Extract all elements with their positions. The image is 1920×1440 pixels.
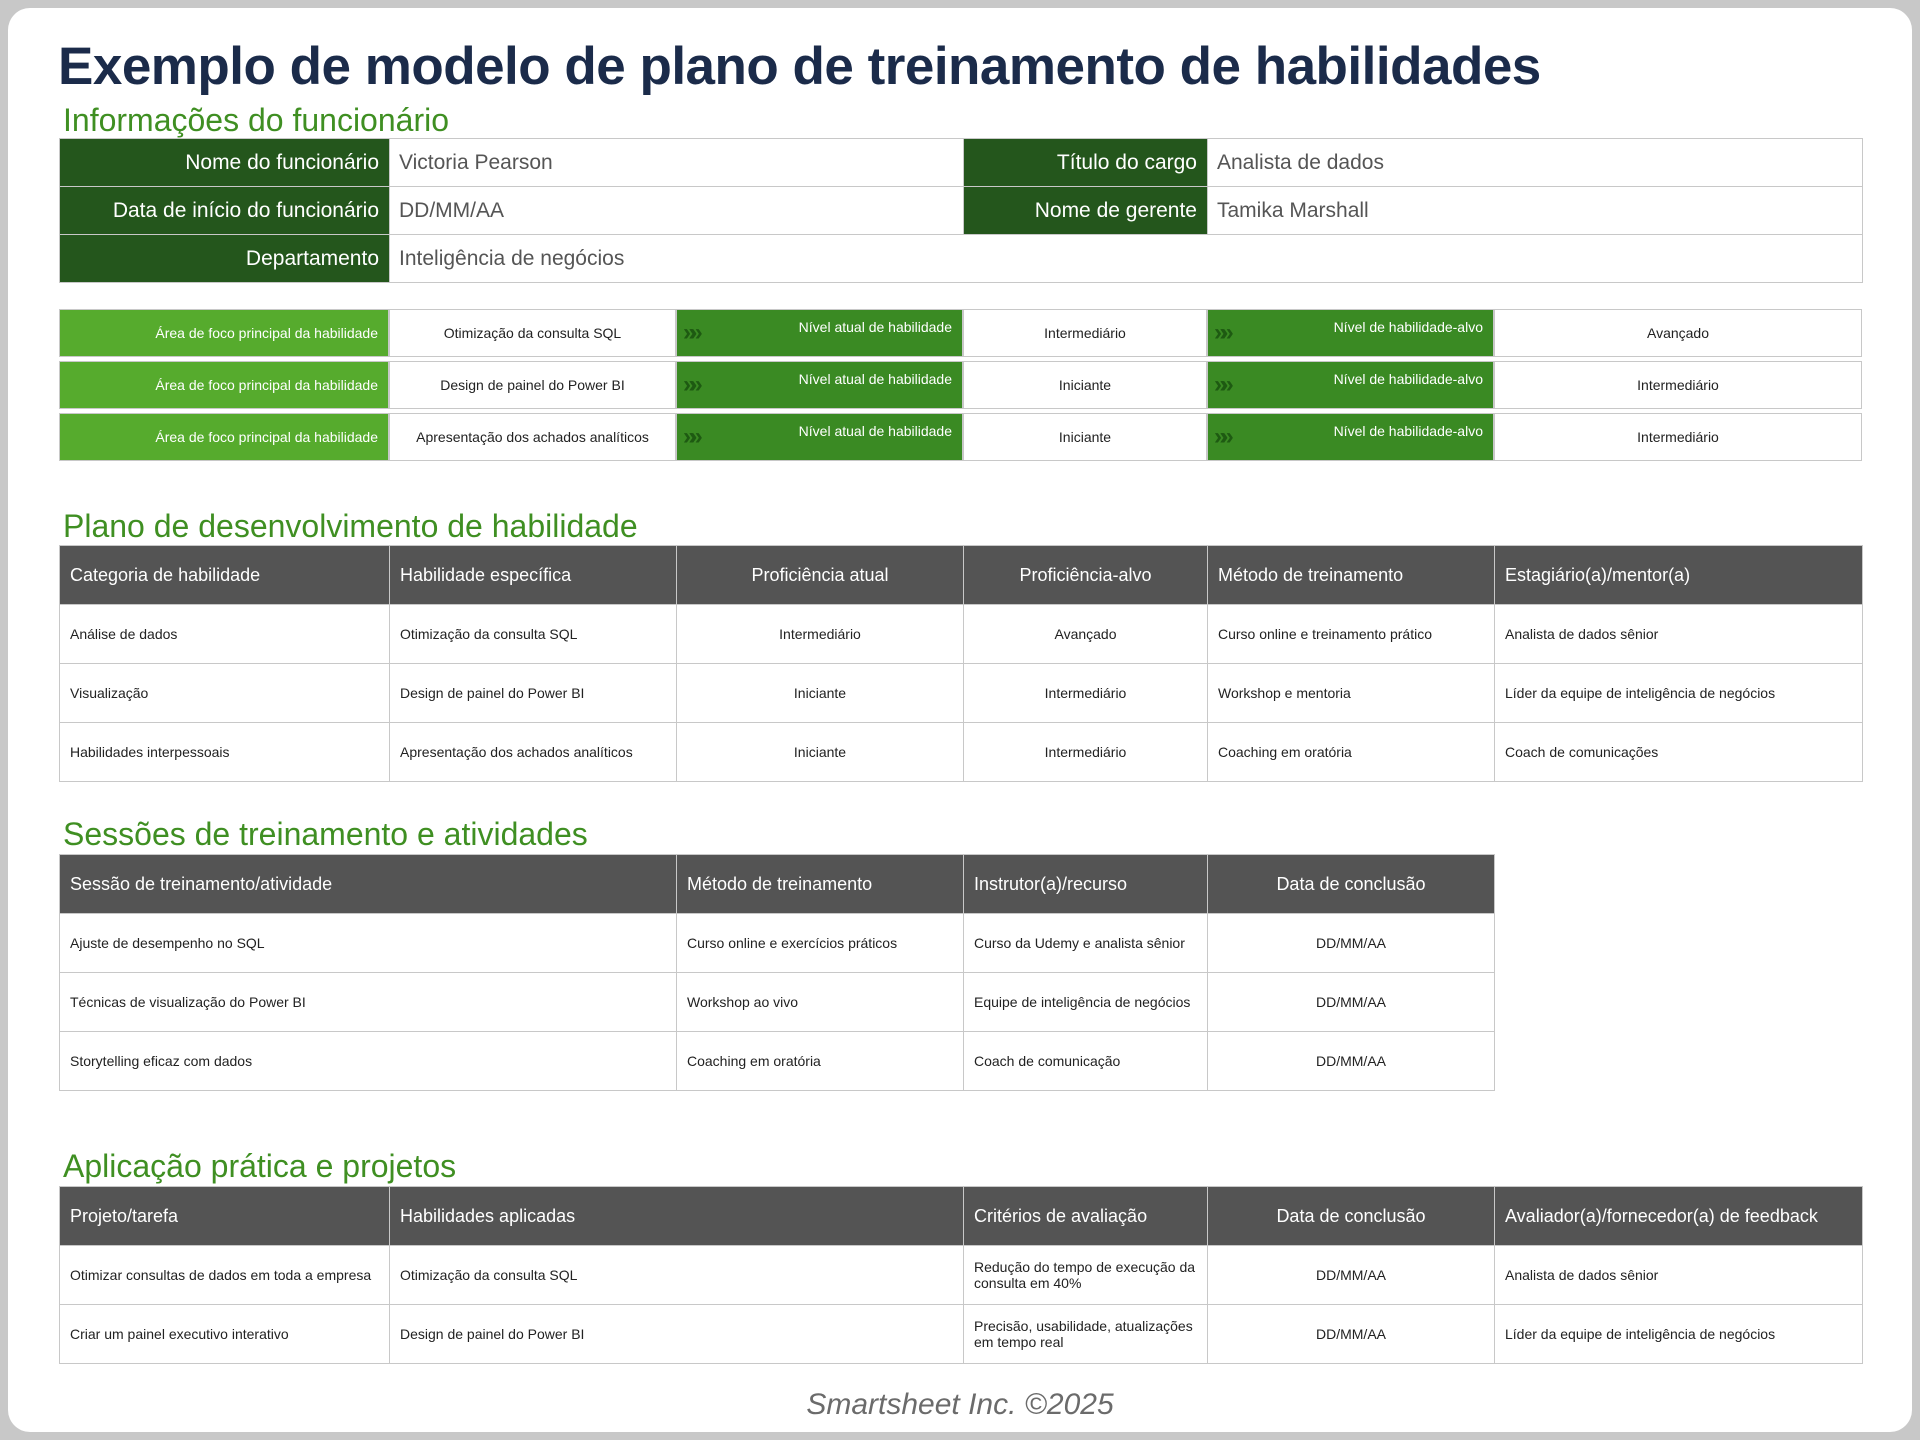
table-cell[interactable]: Visualização xyxy=(60,664,390,723)
table-row xyxy=(60,664,1863,723)
employee-section-heading: Informações do funcionário xyxy=(63,102,449,138)
table-cell[interactable]: Workshop e mentoria xyxy=(1208,664,1495,723)
table-cell[interactable]: Design de painel do Power BI xyxy=(390,1305,964,1364)
focus-area-label: Área de foco principal da habilidade xyxy=(59,309,389,357)
table-cell[interactable]: Analista de dados sênior xyxy=(1495,1246,1863,1305)
start-date-label: Data de início do funcionário xyxy=(60,187,390,235)
column-header: Projeto/tarefa xyxy=(60,1187,390,1246)
table-cell[interactable]: Analista de dados sênior xyxy=(1495,605,1863,664)
table-cell[interactable]: Iniciante xyxy=(677,723,964,782)
chevron-right-icon: »» xyxy=(1214,371,1227,398)
table-row xyxy=(60,235,1863,283)
employee-name-label: Nome do funcionário xyxy=(60,139,390,187)
column-header: Data de conclusão xyxy=(1208,855,1495,914)
table-cell[interactable]: Coaching em oratória xyxy=(1208,723,1495,782)
manager-name-label: Nome de gerente xyxy=(964,187,1208,235)
target-level-value[interactable]: Avançado xyxy=(1494,309,1862,357)
table-cell[interactable]: Redução do tempo de execução da consulta em 40% xyxy=(964,1246,1208,1305)
table-cell[interactable]: Habilidades interpessoais xyxy=(60,723,390,782)
column-header: Proficiência atual xyxy=(677,546,964,605)
department-label: Departamento xyxy=(60,235,390,283)
table-row xyxy=(60,1032,1495,1091)
target-level-value[interactable]: Intermediário xyxy=(1494,413,1862,461)
table-cell[interactable]: Ajuste de desempenho no SQL xyxy=(60,914,677,973)
table-cell[interactable]: Apresentação dos achados analíticos xyxy=(390,723,677,782)
projects-section-heading: Aplicação prática e projetos xyxy=(63,1148,457,1184)
table-cell[interactable]: DD/MM/AA xyxy=(1208,914,1495,973)
target-level-label: »» Nível de habilidade-alvo xyxy=(1207,413,1494,461)
department-field[interactable]: Inteligência de negócios xyxy=(390,235,1863,283)
table-row xyxy=(60,914,1495,973)
sessions-section-heading: Sessões de treinamento e atividades xyxy=(63,816,588,852)
column-header: Método de treinamento xyxy=(1208,546,1495,605)
focus-area-value[interactable]: Apresentação dos achados analíticos xyxy=(389,413,676,461)
table-row xyxy=(59,413,1862,461)
page xyxy=(8,8,1912,1432)
table-cell[interactable]: DD/MM/AA xyxy=(1208,973,1495,1032)
column-header: Habilidades aplicadas xyxy=(390,1187,964,1246)
focus-area-label: Área de foco principal da habilidade xyxy=(59,413,389,461)
table-cell[interactable]: Precisão, usabilidade, atualizações em tempo real xyxy=(964,1305,1208,1364)
current-level-label: »» Nível atual de habilidade xyxy=(676,413,963,461)
table-row xyxy=(60,1305,1863,1364)
projects-table xyxy=(59,1186,1863,1364)
table-cell[interactable]: Curso online e exercícios práticos xyxy=(677,914,964,973)
table-cell[interactable]: Coaching em oratória xyxy=(677,1032,964,1091)
table-cell[interactable]: Intermediário xyxy=(964,664,1208,723)
table-cell[interactable]: Iniciante xyxy=(677,664,964,723)
plan-section-heading: Plano de desenvolvimento de habilidade xyxy=(63,508,638,544)
table-cell[interactable]: Líder da equipe de inteligência de negócios xyxy=(1495,664,1863,723)
table-cell[interactable]: Líder da equipe de inteligência de negócios xyxy=(1495,1305,1863,1364)
column-header: Data de conclusão xyxy=(1208,1187,1495,1246)
table-cell[interactable]: Otimização da consulta SQL xyxy=(390,605,677,664)
target-level-label: »» Nível de habilidade-alvo xyxy=(1207,309,1494,357)
table-cell[interactable]: DD/MM/AA xyxy=(1208,1246,1495,1305)
manager-name-field[interactable]: Tamika Marshall xyxy=(1208,187,1863,235)
chevron-right-icon: »» xyxy=(683,371,696,398)
table-cell[interactable]: Análise de dados xyxy=(60,605,390,664)
current-level-label: »» Nível atual de habilidade xyxy=(676,361,963,409)
table-cell[interactable]: Workshop ao vivo xyxy=(677,973,964,1032)
table-cell[interactable]: Curso da Udemy e analista sênior xyxy=(964,914,1208,973)
target-level-label: »» Nível de habilidade-alvo xyxy=(1207,361,1494,409)
column-header: Proficiência-alvo xyxy=(964,546,1208,605)
table-cell[interactable]: DD/MM/AA xyxy=(1208,1305,1495,1364)
table-row xyxy=(60,187,1863,235)
employee-name-field[interactable]: Victoria Pearson xyxy=(390,139,964,187)
current-level-value[interactable]: Iniciante xyxy=(963,413,1207,461)
current-level-value[interactable]: Intermediário xyxy=(963,309,1207,357)
table-header-row xyxy=(60,546,1863,605)
table-row xyxy=(60,1246,1863,1305)
start-date-field[interactable]: DD/MM/AA xyxy=(390,187,964,235)
column-header: Instrutor(a)/recurso xyxy=(964,855,1208,914)
training-sessions-table xyxy=(59,854,1495,1091)
table-cell[interactable]: Intermediário xyxy=(677,605,964,664)
column-header: Critérios de avaliação xyxy=(964,1187,1208,1246)
table-row xyxy=(60,973,1495,1032)
table-cell[interactable]: Coach de comunicações xyxy=(1495,723,1863,782)
job-title-label: Título do cargo xyxy=(964,139,1208,187)
table-cell[interactable]: Coach de comunicação xyxy=(964,1032,1208,1091)
focus-area-label: Área de foco principal da habilidade xyxy=(59,361,389,409)
job-title-field[interactable]: Analista de dados xyxy=(1208,139,1863,187)
skill-plan-table xyxy=(59,545,1863,782)
table-cell[interactable]: Design de painel do Power BI xyxy=(390,664,677,723)
focus-area-value[interactable]: Design de painel do Power BI xyxy=(389,361,676,409)
current-level-label: »» Nível atual de habilidade xyxy=(676,309,963,357)
table-header-row xyxy=(60,1187,1863,1246)
table-row xyxy=(60,605,1863,664)
table-row xyxy=(59,309,1862,357)
table-row xyxy=(60,139,1863,187)
table-cell[interactable]: Equipe de inteligência de negócios xyxy=(964,973,1208,1032)
table-cell[interactable]: Técnicas de visualização do Power BI xyxy=(60,973,677,1032)
employee-info-table xyxy=(59,138,1863,283)
column-header: Método de treinamento xyxy=(677,855,964,914)
page-title: Exemplo de modelo de plano de treinamento de habilidades xyxy=(58,37,1541,96)
table-cell[interactable]: Intermediário xyxy=(964,723,1208,782)
footer-copyright: Smartsheet Inc. ©2025 xyxy=(806,1388,1114,1421)
table-cell[interactable]: Avançado xyxy=(964,605,1208,664)
table-cell[interactable]: Otimização da consulta SQL xyxy=(390,1246,964,1305)
chevron-right-icon: »» xyxy=(1214,319,1227,346)
column-header: Categoria de habilidade xyxy=(60,546,390,605)
focus-area-value[interactable]: Otimização da consulta SQL xyxy=(389,309,676,357)
chevron-right-icon: »» xyxy=(683,423,696,450)
table-cell[interactable]: DD/MM/AA xyxy=(1208,1032,1495,1091)
chevron-right-icon: »» xyxy=(1214,423,1227,450)
skill-focus-table xyxy=(59,305,1862,465)
target-level-value[interactable]: Intermediário xyxy=(1494,361,1862,409)
table-cell[interactable]: Curso online e treinamento prático xyxy=(1208,605,1495,664)
table-cell[interactable]: Storytelling eficaz com dados xyxy=(60,1032,677,1091)
table-header-row xyxy=(60,855,1495,914)
column-header: Habilidade específica xyxy=(390,546,677,605)
table-row xyxy=(59,361,1862,409)
current-level-value[interactable]: Iniciante xyxy=(963,361,1207,409)
chevron-right-icon: »» xyxy=(683,319,696,346)
table-cell[interactable]: Otimizar consultas de dados em toda a empresa xyxy=(60,1246,390,1305)
table-row xyxy=(60,723,1863,782)
table-cell[interactable]: Criar um painel executivo interativo xyxy=(60,1305,390,1364)
column-header: Avaliador(a)/fornecedor(a) de feedback xyxy=(1495,1187,1863,1246)
column-header: Sessão de treinamento/atividade xyxy=(60,855,677,914)
column-header: Estagiário(a)/mentor(a) xyxy=(1495,546,1863,605)
